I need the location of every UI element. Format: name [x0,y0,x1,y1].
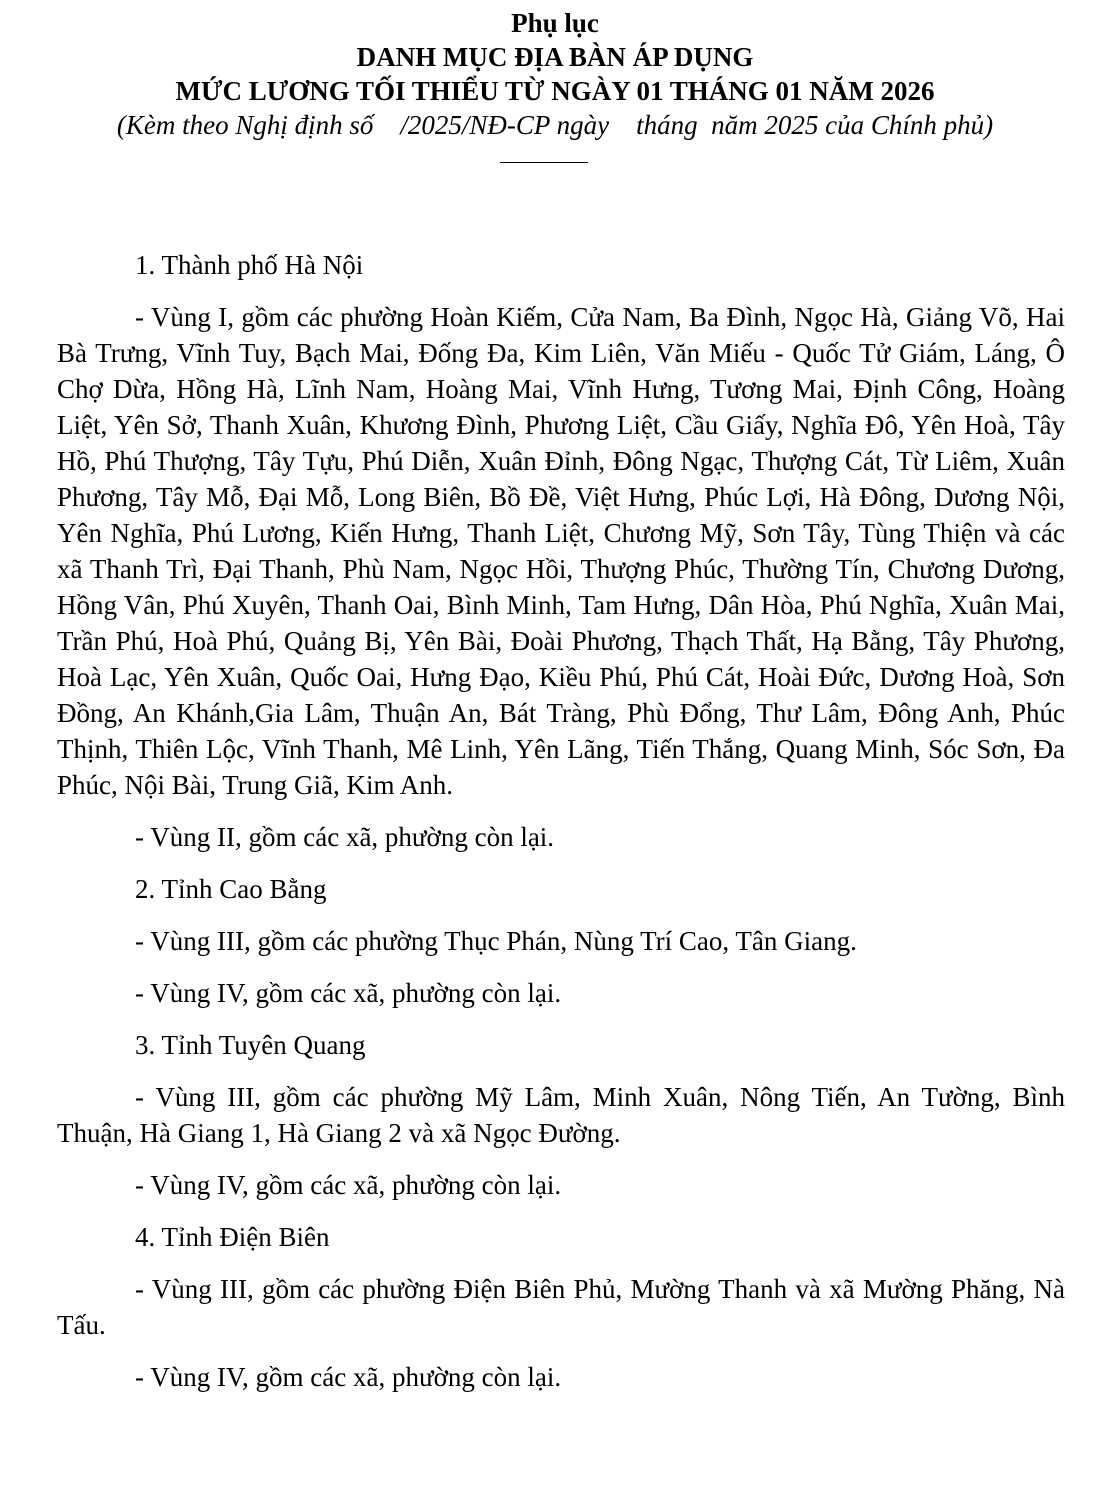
section-title: 3. Tỉnh Tuyên Quang [135,1030,366,1060]
section-title: 1. Thành phố Hà Nội [135,250,364,280]
section-hanoi [57,247,1065,855]
section-tuyen-quang [57,1027,1065,1203]
decree-reference: (Kèm theo Nghị định số /2025/NĐ-CP ngày tháng năm 2025 của Chính phủ) [116,110,994,140]
header-separator [500,162,588,163]
section-title: 2. Tỉnh Cao Bằng [135,874,327,904]
document-title-line-2: MỨC LƯƠNG TỐI THIỂU TỪ NGÀY 01 THÁNG 01 NĂM 2026 [175,76,935,106]
region-paragraph: - Vùng II, gồm các xã, phường còn lại. [135,822,555,852]
document-title-line-1: DANH MỤC ĐỊA BÀN ÁP DỤNG [356,42,754,72]
document-body [57,247,1065,1411]
region-paragraph: - Vùng III, gồm các phường Thục Phán, Nùng Trí Cao, Tân Giang. [135,926,857,956]
region-paragraph: - Vùng III, gồm các phường Mỹ Lâm, Minh Xuân, Nông Tiến, An Tường, Bình Thuận, Hà Giang 1, Hà Giang 2 và xã Ngọc Đường. [57,1082,1065,1148]
section-dien-bien [57,1219,1065,1395]
section-title: 4. Tỉnh Điện Biên [135,1222,330,1252]
region-paragraph: - Vùng IV, gồm các xã, phường còn lại. [135,1362,562,1392]
region-paragraph: - Vùng I, gồm các phường Hoàn Kiếm, Cửa Nam, Ba Đình, Ngọc Hà, Giảng Võ, Hai Bà Trưng, Vĩnh Tuy, Bạch Mai, Đống Đa, Kim Liên, Văn Miếu - Quốc Tử Giám, Láng, Ô Chợ Dừa, Hồng Hà, Lĩnh Nam, Hoàng Mai, Vĩnh Hưng, Tương Mai, Định Công, Hoàng Liệt, Yên Sở, Thanh Xuân, Khương Đình, Phương Liệt, Cầu Giấy, Nghĩa Đô, Yên Hoà, Tây Hồ, Phú Thượng, Tây Tựu, Phú Diễn, Xuân Đỉnh, Đông Ngạc, Thượng Cát, Từ Liêm, Xuân Phương, Tây Mỗ, Đại Mỗ, Long Biên, Bồ Đề, Việt Hưng, Phúc Lợi, Hà Đông, Dương Nội, Yên Nghĩa, Phú Lương, Kiến Hưng, Thanh Liệt, Chương Mỹ, Sơn Tây, Tùng Thiện và các xã Thanh Trì, Đại Thanh, Phù Nam, Ngọc Hồi, Thượng Phúc, Thường Tín, Chương Dương, Hồng Vân, Phú Xuyên, Thanh Oai, Bình Minh, Tam Hưng, Dân Hòa, Phú Nghĩa, Xuân Mai, Trần Phú, Hoà Phú, Quảng Bị, Yên Bài, Đoài Phương, Thạch Thất, Hạ Bằng, Tây Phương, Hoà Lạc, Yên Xuân, Quốc Oai, Hưng Đạo, Kiều Phú, Phú Cát, Hoài Đức, Dương Hoà, Sơn Đồng, An Khánh,Gia Lâm, Thuận An, Bát Tràng, Phù Đổng, Thư Lâm, Đông Anh, Phúc Thịnh, Thiên Lộc, Vĩnh Thanh, Mê Linh, Yên Lãng, Tiến Thắng, Quang Minh, Sóc Sơn, Đa Phúc, Nội Bài, Trung Giã, Kim Anh. [57,302,1065,800]
region-paragraph: - Vùng III, gồm các phường Điện Biên Phủ, Mường Thanh và xã Mường Phăng, Nà Tấu. [57,1274,1065,1340]
region-paragraph: - Vùng IV, gồm các xã, phường còn lại. [135,978,562,1008]
region-paragraph: - Vùng IV, gồm các xã, phường còn lại. [135,1170,562,1200]
document-header [0,6,1110,142]
section-cao-bang [57,871,1065,1011]
appendix-title: Phụ lục [511,8,599,38]
